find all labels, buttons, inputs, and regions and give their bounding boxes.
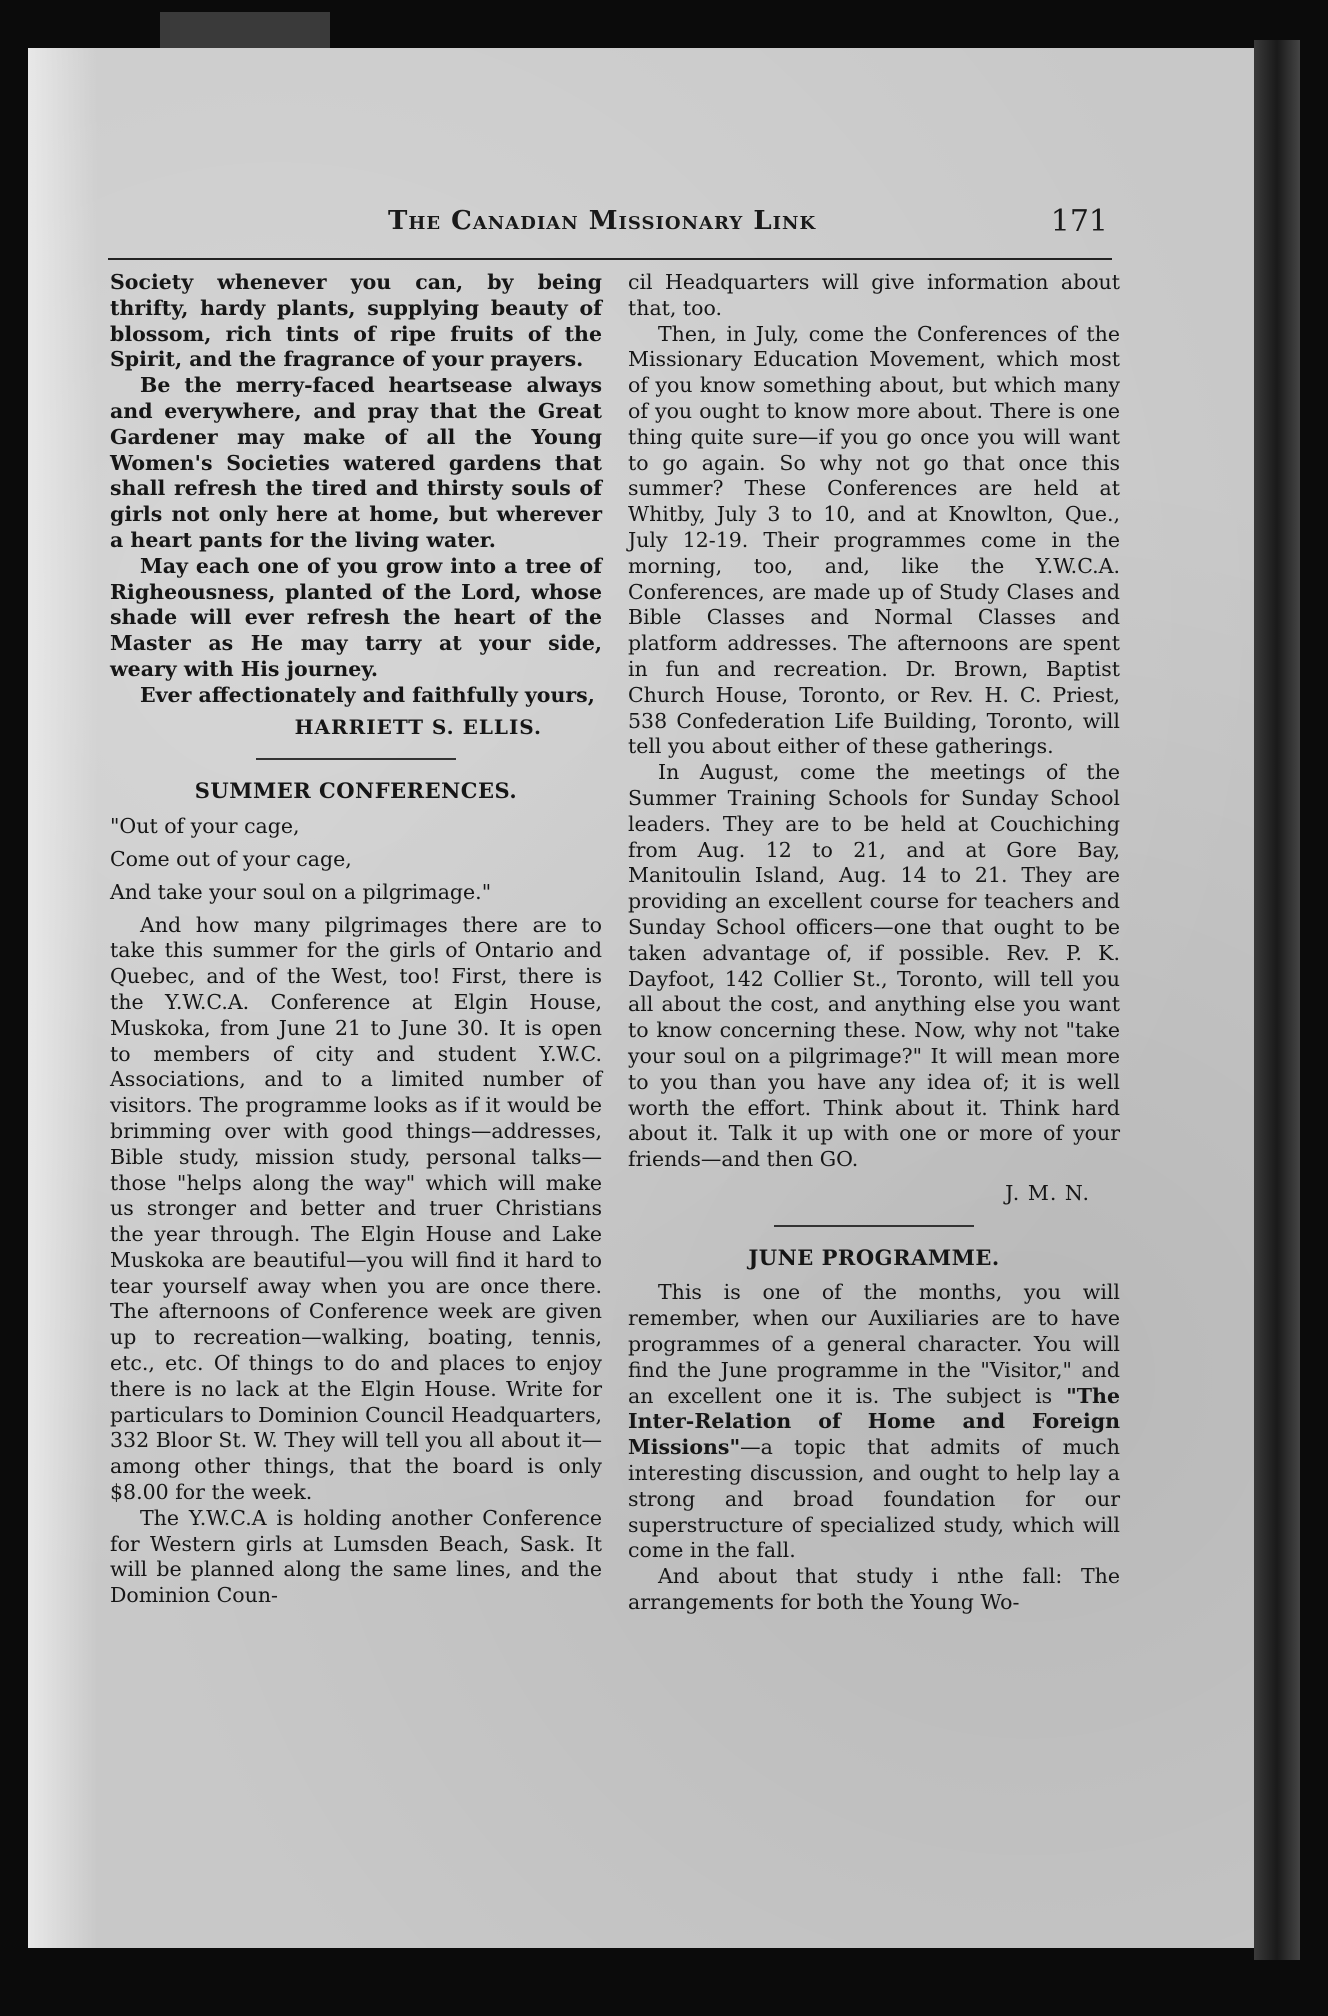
letter-paragraph: Society whenever you can, by being thrifty, hardy plants, supplying beauty of blossom, rich tints of ripe fruits of the Spirit, and the fragrance of your prayers.	[110, 270, 602, 372]
book-spine	[1254, 40, 1300, 1960]
article-paragraph: cil Headquarters will give information about that, too.	[628, 270, 1120, 320]
verse-line: "Out of your cage,	[110, 814, 300, 839]
letter-paragraph: May each one of you grow into a tree of Righeousness, planted of the Lord, whose shade will ever refresh the heart of the Master as He may tarry at your side, weary with His journey.	[110, 553, 602, 681]
article-paragraph: And about that study i nthe fall: The arrangements for both the Young Wo-	[628, 1564, 1120, 1615]
section-divider	[774, 1225, 974, 1227]
june-subject: "The Inter-Relation of Home and Foreign Missions"	[628, 1383, 1120, 1460]
verse-line: Come out of your cage,	[110, 846, 352, 871]
letter-paragraph: Be the merry-faced heartsease always and everywhere, and pray that the Great Gardener may make of all the Young Women's Societies watered gardens that shall refresh the tired and thirsty souls of girls not only here at home, but wherever a heart pants for the living water.	[110, 373, 602, 552]
june-paragraph	[628, 1280, 1120, 1564]
running-title: The Canadian Missionary Link	[388, 206, 817, 236]
summer-conferences-heading: SUMMER CONFERENCES.	[194, 778, 518, 804]
verse-line: And take your soul on a pilgrimage."	[110, 879, 492, 904]
article-paragraph: The Y.W.C.A is holding another Conference for Western girls at Lumsden Beach, Sask. It will be planned along the same lines, and the Dominion Coun-	[110, 1505, 602, 1608]
bookmark-tab	[160, 12, 330, 48]
article-paragraph: Then, in July, come the Conferences of the Missionary Education Movement, which most of you know something about, but which many of you ought to know more about. There is one thing quite sure—if you go once you will want to go again. So why not go that once this summer? These Conferences are held at Whitby, July 3 to 10, and at Knowlton, Que., July 12-19. Their programmes come in the morning, too, and, like the Y.W.C.A. Conferences, are made up of Study Clases and Bible Classes and Normal Classes and platform addresses. The afternoons are spent in fun and recreation. Dr. Brown, Baptist Church House, Toronto, or Rev. H. C. Priest, 538 Confederation Life Building, Toronto, will tell you about either of these gatherings.	[628, 321, 1120, 759]
right-column	[628, 270, 1120, 1616]
article-paragraph: In August, come the meetings of the Summer Training Schools for Sunday School leaders. They are to be held at Couchiching from Aug. 12 to 21, and at Gore Bay, Manitoulin Island, Aug. 14 to 21. They are providing an excellent course for teachers and Sunday School officers—one that ought to be taken advantage of, if possible. Rev. P. K. Dayfoot, 142 Collier St., Toronto, will tell you all about the cost, and anything else you want to know concerning these. Now, why not "take your soul on a pilgrimage?" It will mean more to you than you have any idea of; it is well worth the effort. Think about it. Think hard about it. Talk it up with one or more of your friends—and then GO.	[628, 760, 1120, 1172]
section-divider	[256, 758, 456, 760]
june-rest: —a topic that admits of much interesting discussion, and ought to help lay a strong and broad foundation for our superstructure of specialized study, which will come in the fall.	[628, 1435, 1120, 1563]
article-paragraph: And how many pilgrimages there are to take this summer for the girls of Ontario and Quebec, and of the West, too! First, there is the Y.W.C.A. Conference at Elgin House, Muskoka, from June 21 to June 30. It is open to members of city and student Y.W.C. Associations, and to a limited number of visitors. The programme looks as if it would be brimming over with good things—addresses, Bible study, mission study, personal talks—those "helps along the way" which will make us stronger and better and truer Christians the year through. The Elgin House and Lake Muskoka are beautiful—you will find it hard to tear yourself away when you are once there. The afternoons of Conference week are given up to recreation—walking, boating, tennis, etc., etc. Of things to do and places to enjoy there is no lack at the Elgin House. Write for particulars to Dominion Council Headquarters, 332 Bloor St. W. They will tell you all about it—among other things, that the board is only $8.00 for the week.	[110, 912, 602, 1505]
paper-edge-highlight	[28, 48, 98, 1948]
june-intro: This is one of the months, you will remember, when our Auxiliaries are to have programmes of a general character. You will find the June programme in the "Visitor," and an excellent one it is. The subject is	[628, 1280, 1120, 1408]
author-initials: J. M. N.	[1005, 1180, 1090, 1205]
verse-quote	[110, 814, 602, 905]
letter-signature: HARRIETT S. ELLIS.	[294, 714, 542, 739]
left-column	[110, 270, 602, 1609]
letter-paragraph: Ever affectionately and faithfully yours,	[140, 682, 595, 707]
letter-closing	[110, 270, 602, 709]
page-number: 171	[1050, 204, 1108, 239]
june-programme-heading: JUNE PROGRAMME.	[748, 1244, 1000, 1270]
page-header	[108, 200, 1112, 260]
